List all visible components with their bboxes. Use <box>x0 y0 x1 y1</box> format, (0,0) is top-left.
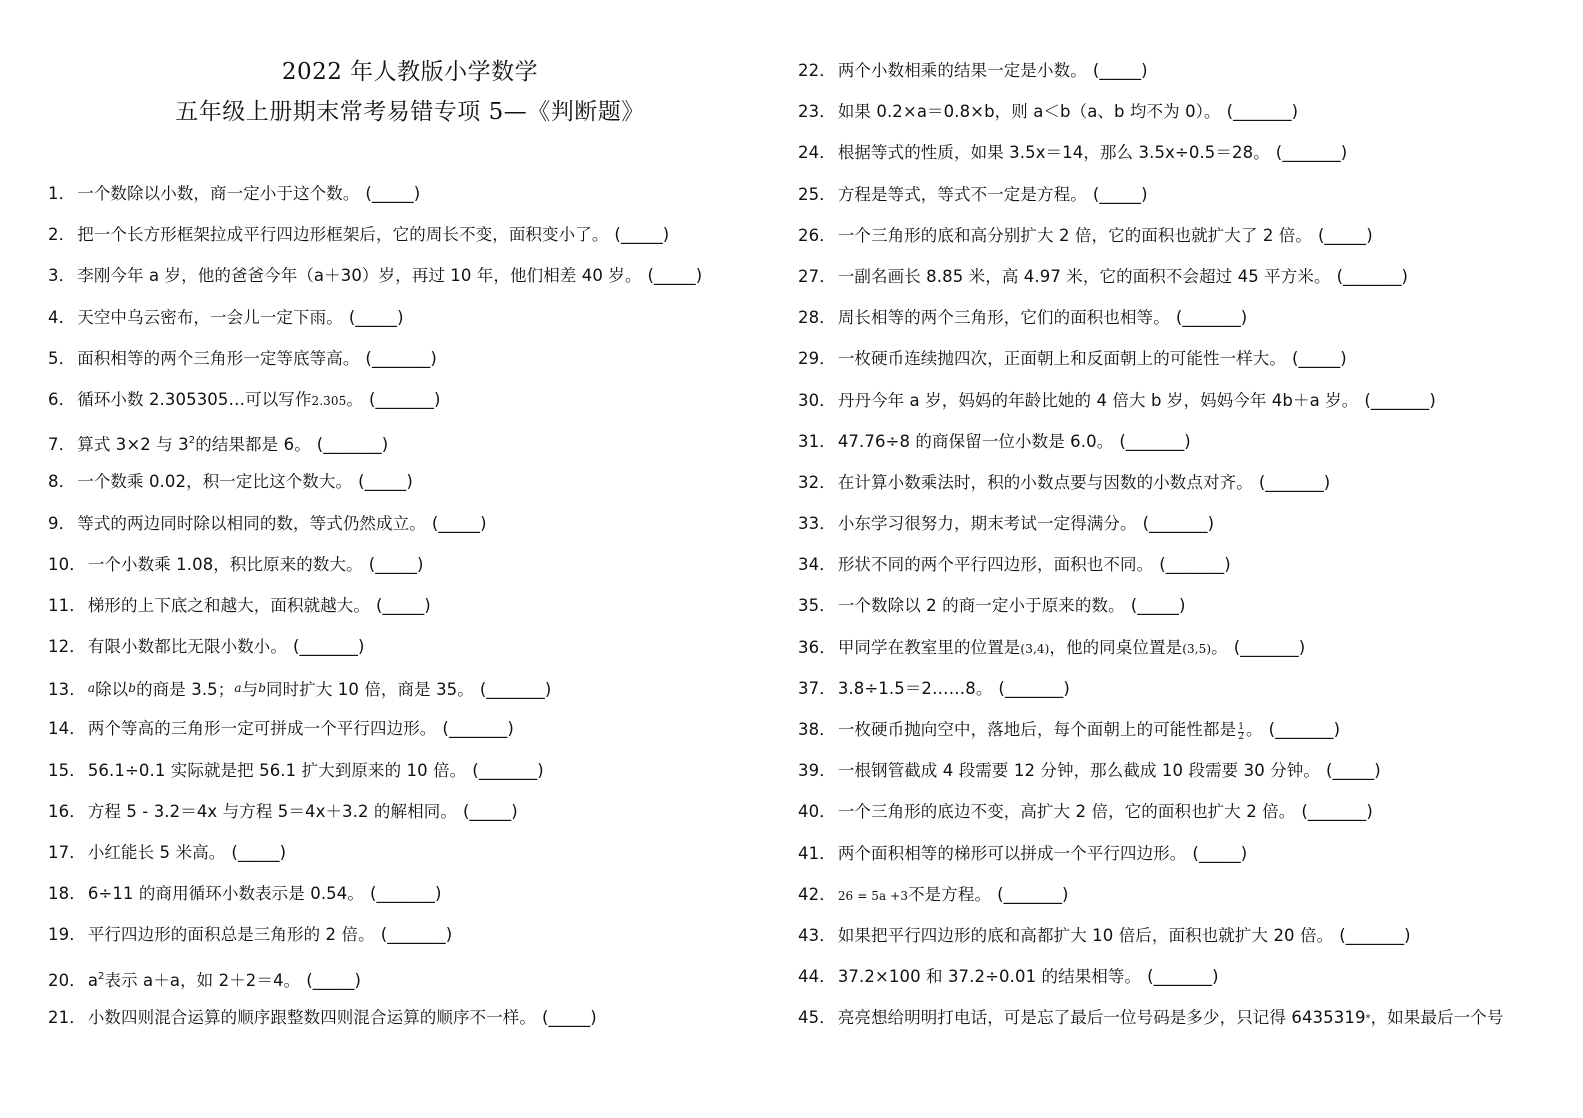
question-text: 周长相等的两个三角形，它们的面积也相等。 <box>837 308 1170 328</box>
question-text: 一枚硬币抛向空中，落地后，每个面朝上的可能性都是 <box>837 720 1237 739</box>
document-subtitle: 五年级上册期末常考易错专项 5—《判断题》 <box>175 99 645 125</box>
question-text: 6÷11 的商用循环小数表示是 0.54。 <box>87 884 364 904</box>
question-text: 一个小数乘 1.08，积比原来的数大。 <box>87 554 363 574</box>
answer-blank[interactable]: (_______) <box>472 760 544 780</box>
question-number: 42 ． <box>798 885 838 904</box>
variable-a: a <box>234 681 242 696</box>
answer-blank[interactable]: (_______) <box>479 680 552 700</box>
answer-blank[interactable]: (_____) <box>231 843 287 862</box>
question-text: 根据等式的性质，如果 3.5x＝14，那么 3.5x÷0.5＝28。 <box>837 143 1270 163</box>
question-number: 26 ． <box>798 226 838 245</box>
question-43 <box>798 918 1583 959</box>
answer-blank[interactable]: (_______) <box>380 925 453 945</box>
question-number: 13 ． <box>48 680 88 699</box>
repeating-decimal-formula: 2.3̇05̇ <box>311 393 347 408</box>
answer-blank[interactable]: (_______) <box>1233 637 1306 657</box>
question-number: 41 ． <box>798 844 838 863</box>
question-number: 36 ． <box>798 638 838 657</box>
answer-blank[interactable]: (_______) <box>369 884 442 904</box>
question-number: 15 ． <box>48 761 88 780</box>
question-number: 14 ． <box>48 719 88 738</box>
question-6 <box>48 382 768 423</box>
question-number: 30 ． <box>798 391 838 410</box>
question-number: 32 ． <box>798 473 838 492</box>
question-text: 两个等高的三角形一定可拼成一个平行四边形。 <box>87 719 437 739</box>
answer-blank[interactable]: (_______) <box>442 719 514 739</box>
question-16 <box>48 794 768 835</box>
question-33 <box>798 506 1583 547</box>
question-number: 34 ． <box>798 555 838 574</box>
question-18 <box>48 876 768 917</box>
answer-blank[interactable]: (_______) <box>1119 431 1191 451</box>
question-column-left <box>48 176 768 1041</box>
question-number: 7 ． <box>48 435 77 454</box>
question-number: 18 ． <box>48 884 88 903</box>
answer-blank[interactable]: (_____) <box>1130 596 1186 616</box>
question-27 <box>798 259 1583 300</box>
question-23 <box>798 94 1583 135</box>
question-number: 2 ． <box>48 225 77 244</box>
question-40 <box>798 794 1583 835</box>
question-text: 梯形的上下底之和越大，面积就越大。 <box>87 595 371 615</box>
question-number: 37 ． <box>798 679 838 698</box>
answer-blank[interactable]: (_____) <box>614 225 670 245</box>
question-text: 不是方程。 <box>908 884 992 904</box>
question-number: 31 ． <box>798 432 838 451</box>
question-1 <box>48 176 768 217</box>
question-number: 24 ． <box>798 143 838 162</box>
question-text: 一个三角形的底和高分别扩大 2 倍，它的面积也就扩大了 2 倍。 <box>837 225 1312 245</box>
question-text: 小红能长 5 米高。 <box>87 843 226 862</box>
question-number: 27 ． <box>798 267 838 286</box>
question-number: 21 ． <box>48 1008 88 1027</box>
question-22 <box>798 53 1583 94</box>
question-21 <box>48 1000 768 1041</box>
answer-blank[interactable]: (_______) <box>1301 802 1373 822</box>
question-number: 17 ． <box>48 843 88 862</box>
question-number: 29 ． <box>798 349 838 368</box>
answer-blank[interactable]: (_____) <box>348 307 404 327</box>
question-10 <box>48 547 768 588</box>
question-text: 等式的两边同时除以相同的数，等式仍然成立。 <box>77 513 426 533</box>
question-number: 44 ． <box>798 967 838 986</box>
answer-blank[interactable]: (_______) <box>316 435 389 455</box>
question-13 <box>48 670 768 711</box>
question-text-end: 表示 a＋a，如 2＋2＝4。 <box>104 970 301 990</box>
question-11 <box>48 588 768 629</box>
question-29 <box>798 341 1583 382</box>
question-text: 。 <box>1211 637 1228 657</box>
question-number: 8 ． <box>48 472 77 491</box>
question-8 <box>48 464 768 505</box>
answer-blank[interactable]: (_______) <box>998 678 1070 698</box>
fraction <box>1238 723 1244 742</box>
question-number: 45 ． <box>798 1008 838 1027</box>
fraction-denominator: 2 <box>1238 732 1245 742</box>
answer-blank[interactable]: (_______) <box>368 389 441 409</box>
question-text: 一个三角形的底边不变，高扩大 2 倍，它的面积也扩大 2 倍。 <box>837 802 1296 822</box>
question-37 <box>798 671 1583 712</box>
answer-blank[interactable]: (_____) <box>1192 843 1248 863</box>
answer-blank[interactable]: (_______) <box>1147 967 1219 987</box>
question-32 <box>798 465 1583 506</box>
document-header <box>130 52 690 132</box>
question-number: 38 ． <box>798 720 838 739</box>
answer-blank[interactable]: (_______) <box>1275 143 1348 163</box>
question-text: ，他的同桌位置是 <box>1049 637 1183 657</box>
question-number: 1 ． <box>48 184 77 203</box>
question-text-end: ，如果最后一个号 <box>1370 1008 1504 1028</box>
question-text: 方程是等式，等式不一定是方程。 <box>837 184 1087 204</box>
question-number: 11 ． <box>48 596 88 615</box>
question-text: 小数四则混合运算的顺序跟整数四则混合运算的顺序不一样。 <box>87 1007 537 1027</box>
question-text: 的商是 3.5； <box>136 680 235 700</box>
equation: 26 = 5a +3 <box>837 888 909 903</box>
question-number: 39 ． <box>798 761 838 780</box>
question-45 <box>798 1000 1583 1041</box>
answer-blank[interactable]: (_____) <box>306 970 362 990</box>
question-2 <box>48 217 768 258</box>
answer-blank[interactable]: (_______) <box>1159 555 1231 575</box>
answer-blank[interactable]: (_____) <box>368 554 424 574</box>
question-text: 3.8÷1.5＝2……8。 <box>837 678 993 698</box>
question-text: 两个面积相等的梯形可以拼成一个平行四边形。 <box>837 843 1187 863</box>
question-text: 除以 <box>95 680 129 700</box>
question-text: 一副名画长 8.85 米，高 4.97 米，它的面积不会超过 45 平方米。 <box>837 266 1331 286</box>
variable-b: b <box>258 681 267 696</box>
question-12 <box>48 629 768 670</box>
document-title: 2022 年人教版小学数学 <box>281 59 539 85</box>
question-38 <box>798 712 1583 753</box>
question-24 <box>798 135 1583 176</box>
question-text: 与 <box>241 680 259 700</box>
question-text: 平行四边形的面积总是三角形的 2 倍。 <box>87 925 375 945</box>
question-text: 一根钢管截成 4 段需要 12 分钟，那么截成 10 段需要 30 分钟。 <box>837 761 1320 781</box>
question-number: 20 ． <box>48 971 88 990</box>
question-text: 如果 0.2×a＝0.8×b，则 a＜b（a、b 均不为 0）。 <box>837 102 1221 122</box>
question-number: 22 ． <box>798 61 838 80</box>
question-text: 有限小数都比无限小数小。 <box>87 637 288 657</box>
question-7 <box>48 423 768 464</box>
question-text: 56.1÷0.1 实际就是把 56.1 扩大到原来的 10 倍。 <box>87 760 467 780</box>
question-text: 丹丹今年 a 岁，妈妈的年龄比她的 4 倍大 b 岁，妈妈今年 4b＋a 岁。 <box>837 390 1359 410</box>
question-text: 一个数乘 0.02，积一定比这个数大。 <box>77 472 353 492</box>
answer-blank[interactable]: (_______) <box>1364 390 1436 410</box>
question-column-right <box>798 53 1583 1042</box>
answer-blank[interactable]: (_______) <box>293 637 365 657</box>
question-number: 10 ． <box>48 555 88 574</box>
question-text: 如果把平行四边形的底和高都扩大 10 倍后，面积也就扩大 20 倍。 <box>837 925 1334 945</box>
question-20 <box>48 959 768 1000</box>
answer-blank[interactable]: (_______) <box>1175 308 1248 328</box>
question-text: 李刚今年 a 岁，他的爸爸今年（a＋30）岁，再过 10 年，他们相差 40 岁。 <box>77 266 642 286</box>
question-15 <box>48 753 768 794</box>
question-41 <box>798 836 1583 877</box>
answer-blank[interactable]: (_____) <box>542 1007 597 1027</box>
answer-blank[interactable]: (_______) <box>1268 720 1341 739</box>
question-30 <box>798 383 1583 424</box>
question-39 <box>798 753 1583 794</box>
question-text-end: 的结果都是 6。 <box>195 435 311 455</box>
question-14 <box>48 711 768 752</box>
question-number: 4 ． <box>48 308 77 327</box>
question-text: 同时扩大 10 倍，商是 35。 <box>266 680 474 700</box>
question-number: 3 ． <box>48 266 77 285</box>
exponent: 2 <box>98 970 105 982</box>
question-text: 把一个长方形框架拉成平行四边形框架后，它的周长不变，面积变小了。 <box>77 225 609 245</box>
question-number: 28 ． <box>798 308 838 327</box>
question-text: 算式 3×2 与 3 <box>77 435 189 455</box>
question-text: 一枚硬币连续抛四次，正面朝上和反面朝上的可能性一样大。 <box>837 349 1287 369</box>
question-number: 9 ． <box>48 514 77 533</box>
question-26 <box>798 218 1583 259</box>
answer-blank[interactable]: (_______) <box>1142 514 1215 534</box>
question-19 <box>48 917 768 958</box>
question-number: 35 ． <box>798 596 838 615</box>
question-text: 两个小数相乘的结果一定是小数。 <box>837 61 1087 80</box>
question-31 <box>798 424 1583 465</box>
answer-blank[interactable]: (_____) <box>358 472 413 492</box>
question-number: 33 ． <box>798 514 838 533</box>
question-number: 19 ． <box>48 925 88 944</box>
fraction-numerator: 1 <box>1238 722 1245 732</box>
answer-blank[interactable]: (_______) <box>1258 472 1331 492</box>
answer-blank[interactable]: (_____) <box>376 595 431 615</box>
question-text: 甲同学在教室里的位置是 <box>837 637 1021 657</box>
answer-blank[interactable]: (_______) <box>1339 925 1411 945</box>
question-28 <box>798 300 1583 341</box>
exponent: 2 <box>188 435 196 447</box>
question-number: 43 ． <box>798 926 838 945</box>
question-text-end: 。 <box>346 389 363 409</box>
question-text: 47.76÷8 的商保留一位小数是 6.0。 <box>837 431 1114 451</box>
answer-blank[interactable]: (_____) <box>1092 61 1148 80</box>
answer-blank[interactable]: (_______) <box>997 884 1069 904</box>
variable-a: a <box>87 681 96 696</box>
question-25 <box>798 177 1583 218</box>
question-17 <box>48 835 768 876</box>
question-number: 25 ． <box>798 185 838 204</box>
question-text: 在计算小数乘法时，积的小数点要与因数的小数点对齐。 <box>837 472 1253 492</box>
question-text: 方程 5 - 3.2＝4x 与方程 5＝4x＋3.2 的解相同。 <box>87 801 457 821</box>
question-number: 6 ． <box>48 390 77 409</box>
question-text: 亮亮想给明明打电话，可是忘了最后一位号码是多少，只记得 6435319 <box>837 1008 1366 1028</box>
question-text: 一个数除以小数，商一定小于这个数。 <box>77 184 360 203</box>
question-text: a <box>87 970 99 990</box>
question-42 <box>798 877 1583 918</box>
answer-blank[interactable]: (_____) <box>431 513 487 533</box>
question-34 <box>798 547 1583 588</box>
question-9 <box>48 506 768 547</box>
variable-b: b <box>128 681 137 696</box>
question-number: 40 ． <box>798 802 838 821</box>
answer-blank[interactable]: (_______) <box>365 348 437 368</box>
question-text: 天空中乌云密布，一会儿一定下雨。 <box>77 307 343 327</box>
coordinate-pair: (3,4) <box>1020 641 1050 656</box>
question-text: 小东学习很努力，期末考试一定得满分。 <box>837 514 1137 534</box>
question-36 <box>798 630 1583 671</box>
question-35 <box>798 588 1583 629</box>
answer-blank[interactable]: (_____) <box>462 801 518 821</box>
answer-blank[interactable]: (_____) <box>365 184 421 203</box>
coordinate-pair: (3,5) <box>1182 641 1212 656</box>
answer-blank[interactable]: (_____) <box>1325 761 1381 781</box>
question-number: 16 ． <box>48 802 88 821</box>
question-text: 37.2×100 和 37.2÷0.01 的结果相等。 <box>837 967 1142 987</box>
question-44 <box>798 959 1583 1000</box>
question-text-end: 。 <box>1246 720 1263 739</box>
question-number: 5 ． <box>48 349 77 368</box>
unknown-digit-mark: * <box>1365 1013 1371 1025</box>
question-text: 面积相等的两个三角形一定等底等高。 <box>77 348 360 368</box>
answer-blank[interactable]: (_______) <box>1226 102 1299 122</box>
answer-blank[interactable]: (_____) <box>1292 349 1347 369</box>
question-number: 12 ． <box>48 637 88 656</box>
question-number: 23 ． <box>798 102 838 121</box>
question-text: 循环小数 2.305305…可以写作 <box>77 389 312 409</box>
question-text: 形状不同的两个平行四边形，面积也不同。 <box>837 555 1154 575</box>
answer-blank[interactable]: (_____) <box>1318 225 1373 245</box>
answer-blank[interactable]: (_______) <box>1336 266 1409 286</box>
question-3 <box>48 258 768 299</box>
answer-blank[interactable]: (_____) <box>1092 184 1148 204</box>
question-4 <box>48 300 768 341</box>
question-5 <box>48 341 768 382</box>
answer-blank[interactable]: (_____) <box>647 266 703 286</box>
question-text: 一个数除以 2 的商一定小于原来的数。 <box>837 596 1125 616</box>
